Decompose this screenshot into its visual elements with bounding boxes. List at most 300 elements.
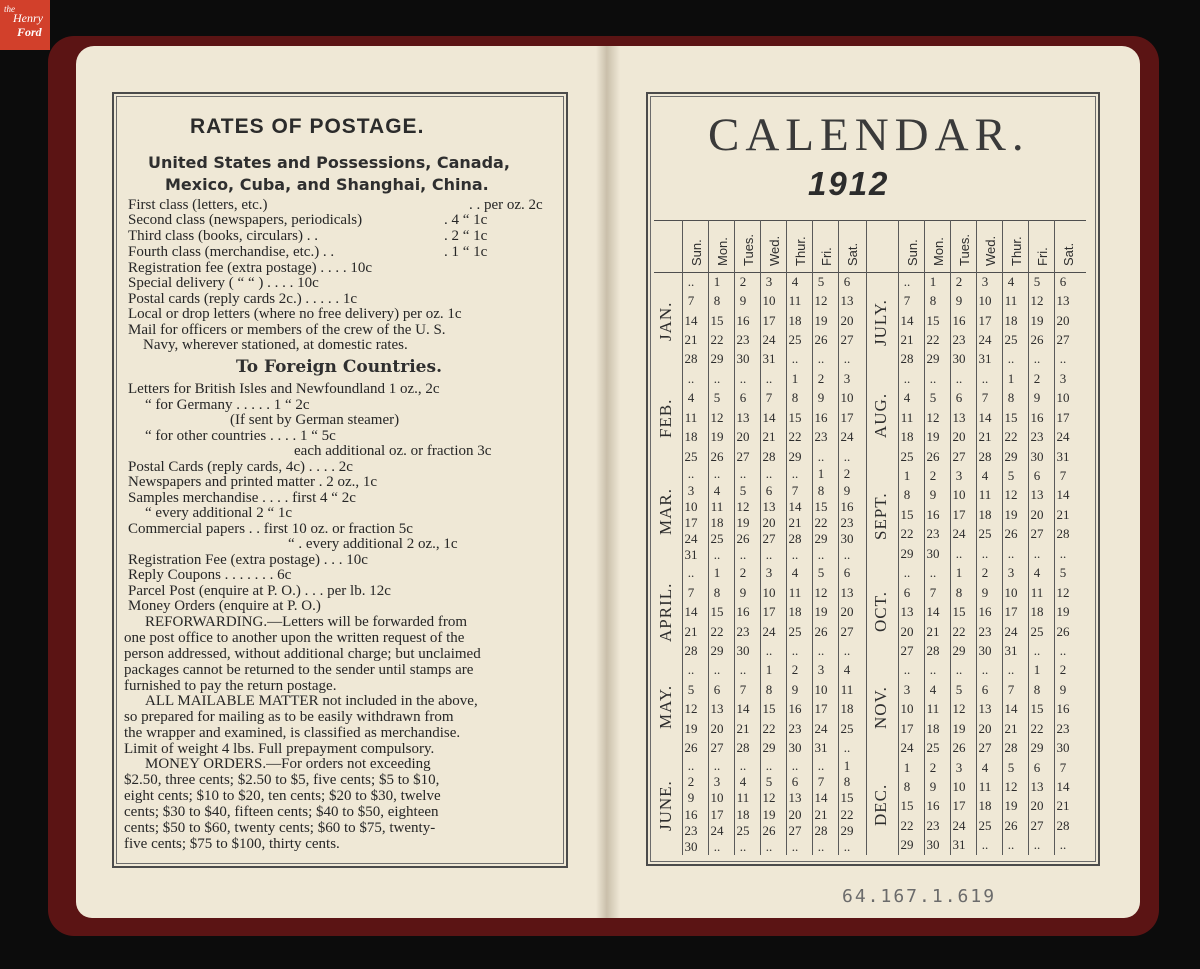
calendar-day-cell: .. — [843, 642, 851, 658]
calendar-day-cell: 29 — [926, 351, 940, 367]
calendar-day-cell: 15 — [926, 312, 940, 328]
calendar-day-cell: 27 — [762, 531, 776, 547]
calendar-day-cell: 5 — [1033, 273, 1041, 289]
calendar-day-cell: 28 — [1004, 740, 1018, 756]
calendar-day-cell: 24 — [978, 332, 992, 348]
calendar-day-cell: .. — [713, 547, 721, 563]
calendar-day-cell: 26 — [1004, 817, 1018, 833]
calendar-day-cell: 21 — [684, 332, 698, 348]
calendar-day-cell: 19 — [736, 515, 750, 530]
calendar-day-cell: 7 — [903, 293, 911, 309]
calendar-day-cell: 22 — [710, 332, 724, 348]
month-label-july: JULY. — [871, 298, 890, 346]
calendar-day-cell: 17 — [978, 312, 992, 328]
logo-text-ford: Ford — [17, 25, 42, 39]
calendar-day-cell: 15 — [900, 506, 914, 522]
calendar-day-cell: .. — [739, 838, 747, 854]
calendar-day-cell: 9 — [739, 584, 747, 600]
calendar-day-cell: 4 — [791, 273, 799, 289]
calendar-day-cell: 13 — [1056, 293, 1070, 309]
calendar-day-cell: 9 — [1059, 681, 1067, 697]
calendar-day-cell: 21 — [1056, 506, 1070, 522]
calendar-day-cell: 11 — [1004, 293, 1018, 309]
calendar-day-cell: .. — [739, 370, 747, 386]
calendar-day-cell: 29 — [1030, 740, 1044, 756]
calendar-day-cell: .. — [1059, 642, 1067, 658]
calendar-day-cell: .. — [765, 838, 773, 854]
calendar-day-cell: 27 — [952, 448, 966, 464]
calendar-day-cell: 12 — [1056, 584, 1070, 600]
calendar-day-cell: 20 — [978, 720, 992, 736]
calendar-day-cell: 3 — [687, 482, 695, 498]
calendar-day-cell: 23 — [978, 623, 992, 639]
foreign-heading: To Foreign Countries. — [236, 357, 442, 377]
calendar-day-cell: 1 — [903, 468, 911, 484]
calendar-day-cell: 8 — [713, 293, 721, 309]
day-header-right-6: Sat. — [1061, 242, 1076, 266]
calendar-day-cell: 8 — [1033, 681, 1041, 697]
calendar-day-cell: 2 — [929, 759, 937, 775]
calendar-day-cell: 23 — [840, 515, 854, 530]
postage-line-reply-coupons: Reply Coupons . . . . . . . 6c — [128, 567, 292, 583]
calendar-day-cell: 22 — [710, 623, 724, 639]
postage-line-ref-5: furnished to pay the return postage. — [124, 678, 337, 694]
postage-line-ref-3: person addressed, without additional charge; but unclaimed — [124, 646, 481, 662]
calendar-day-cell: .. — [1033, 351, 1041, 367]
calendar-day-cell: .. — [1007, 837, 1015, 853]
calendar-day-cell: 3 — [955, 759, 963, 775]
calendar-day-cell: 27 — [788, 822, 802, 838]
calendar-year: 1912 — [808, 165, 890, 202]
calendar-day-cell: 6 — [739, 390, 747, 406]
calendar-day-cell: 4 — [903, 390, 911, 406]
calendar-day-cell: 20 — [900, 623, 914, 639]
calendar-day-cell: 18 — [788, 312, 802, 328]
calendar-day-cell: 2 — [687, 774, 695, 790]
calendar-day-cell: 7 — [791, 482, 799, 498]
calendar-day-cell: 29 — [788, 448, 802, 464]
calendar-day-cell: 20 — [788, 806, 802, 822]
calendar-day-cell: 6 — [1059, 273, 1067, 289]
calendar-day-cell: 22 — [814, 515, 828, 530]
calendar-day-cell: 29 — [710, 642, 724, 658]
calendar-day-cell: 12 — [762, 790, 776, 806]
calendar-day-cell: 5 — [929, 390, 937, 406]
postage-line-ref-4: packages cannot be returned to the sender until stamps are — [124, 662, 474, 678]
calendar-day-cell: 4 — [791, 565, 799, 581]
calendar-day-cell: 22 — [900, 817, 914, 833]
domestic-heading-1: United States and Possessions, Canada, — [148, 153, 510, 172]
calendar-day-cell: .. — [739, 466, 747, 482]
calendar-day-cell: 9 — [843, 482, 851, 498]
calendar-day-cell: .. — [791, 351, 799, 367]
calendar-day-cell: 29 — [814, 531, 828, 547]
calendar-day-cell: 15 — [814, 498, 828, 514]
calendar-day-cell: 10 — [684, 498, 698, 514]
calendar-day-cell: 15 — [788, 409, 802, 425]
calendar-day-cell: 25 — [978, 817, 992, 833]
calendar-day-cell: .. — [791, 642, 799, 658]
calendar-day-cell: .. — [903, 370, 911, 386]
calendar-day-cell: 28 — [926, 642, 940, 658]
domestic-heading-2: Mexico, Cuba, and Shanghai, China. — [165, 175, 489, 194]
calendar-day-cell: 5 — [1007, 468, 1015, 484]
postage-line-special-delivery: Special delivery ( “ “ ) . . . . 10c — [128, 275, 319, 291]
calendar-day-cell: 25 — [926, 740, 940, 756]
calendar-day-cell: 22 — [840, 806, 854, 822]
calendar-day-cell: 8 — [929, 293, 937, 309]
calendar-day-cell: 16 — [684, 806, 698, 822]
calendar-day-cell: .. — [817, 547, 825, 563]
calendar-day-cell: 10 — [1056, 390, 1070, 406]
calendar-day-cell: 23 — [952, 332, 966, 348]
calendar-day-cell: 30 — [978, 642, 992, 658]
calendar-day-cell: 12 — [684, 701, 698, 717]
postage-line-mo-3: eight cents; $10 to $20, ten cents; $20 to $30, twelve — [124, 788, 441, 804]
calendar-day-cell: 14 — [1056, 778, 1070, 794]
postage-line-ref-2: one post office to another upon the written request of the — [124, 630, 465, 646]
calendar-day-cell: 24 — [710, 822, 724, 838]
calendar-day-cell: .. — [981, 837, 989, 853]
calendar-day-cell: 23 — [926, 817, 940, 833]
calendar-day-cell: 2 — [791, 662, 799, 678]
calendar-day-cell: 17 — [1056, 409, 1070, 425]
calendar-day-cell: 28 — [1056, 526, 1070, 542]
postage-line-reforwarding: REFORWARDING.—Letters will be forwarded from — [145, 614, 468, 630]
calendar-day-cell: .. — [791, 466, 799, 482]
calendar-day-cell: 10 — [952, 487, 966, 503]
calendar-day-cell: 20 — [952, 429, 966, 445]
calendar-day-cell: 7 — [739, 681, 747, 697]
calendar-day-cell: 10 — [952, 778, 966, 794]
calendar-day-cell: 9 — [929, 778, 937, 794]
calendar-day-cell: 5 — [955, 681, 963, 697]
calendar-day-cell: 11 — [978, 487, 992, 503]
day-header-left-2: Tues. — [741, 233, 756, 266]
calendar-day-cell: 14 — [814, 790, 828, 806]
calendar-day-cell: 16 — [736, 604, 750, 620]
calendar-day-cell: 11 — [1030, 584, 1044, 600]
calendar-day-cell: 9 — [929, 487, 937, 503]
calendar-day-cell: .. — [1007, 351, 1015, 367]
calendar-day-cell: 24 — [952, 526, 966, 542]
calendar-day-cell: 16 — [840, 498, 854, 514]
calendar-day-cell: 17 — [900, 720, 914, 736]
day-header-right-1: Mon. — [931, 237, 946, 266]
calendar-day-cell: 26 — [762, 822, 776, 838]
calendar-day-cell: .. — [713, 370, 721, 386]
day-header-right-4: Thur. — [1009, 236, 1024, 266]
calendar-day-cell: 3 — [765, 565, 773, 581]
calendar-day-cell: 14 — [900, 312, 914, 328]
calendar-day-cell: 3 — [1007, 565, 1015, 581]
calendar-day-cell: 25 — [684, 448, 698, 464]
calendar-day-cell: 21 — [684, 623, 698, 639]
calendar-day-cell: .. — [955, 662, 963, 678]
calendar-day-cell: 28 — [900, 351, 914, 367]
calendar-day-cell: 16 — [926, 798, 940, 814]
calendar-day-cell: 30 — [952, 351, 966, 367]
calendar-day-cell: 24 — [762, 623, 776, 639]
calendar-day-cell: 6 — [981, 681, 989, 697]
calendar-day-cell: 21 — [1004, 720, 1018, 736]
calendar-day-cell: 31 — [1056, 448, 1070, 464]
calendar-day-cell: 14 — [684, 312, 698, 328]
calendar-day-cell: 13 — [762, 498, 776, 514]
calendar-day-cell: .. — [929, 565, 937, 581]
calendar-day-cell: .. — [713, 662, 721, 678]
calendar-day-cell: .. — [713, 466, 721, 482]
calendar-day-cell: 31 — [814, 740, 828, 756]
postage-line-mo-2: $2.50, three cents; $2.50 to $5, five cents; $5 to $10, — [124, 772, 440, 788]
calendar-day-cell: 18 — [710, 515, 724, 530]
calendar-day-cell: 21 — [736, 720, 750, 736]
calendar-day-cell: 11 — [978, 778, 992, 794]
calendar-day-cell: 17 — [952, 798, 966, 814]
calendar-day-cell: .. — [955, 370, 963, 386]
calendar-day-cell: 12 — [1004, 778, 1018, 794]
calendar-day-cell: .. — [981, 662, 989, 678]
calendar-day-cell: 14 — [1056, 487, 1070, 503]
calendar-header-rule — [654, 272, 1086, 273]
calendar-day-cell: 17 — [762, 312, 776, 328]
day-header-left-0: Sun. — [689, 239, 704, 266]
calendar-day-cell: 1 — [817, 466, 825, 482]
day-header-right-3: Wed. — [983, 235, 998, 266]
calendar-day-cell: .. — [1059, 837, 1067, 853]
calendar-day-cell: .. — [687, 757, 695, 773]
calendar-day-cell: 24 — [840, 429, 854, 445]
calendar-day-cell: 23 — [1030, 429, 1044, 445]
calendar-day-cell: 10 — [840, 390, 854, 406]
calendar-day-cell: 15 — [900, 798, 914, 814]
postage-line-german-steamer: (If sent by German steamer) — [230, 412, 400, 428]
calendar-day-cell: 9 — [739, 293, 747, 309]
calendar-day-cell: 11 — [900, 409, 914, 425]
postage-line-fourth-class: Fourth class (merchandise, etc.) . . — [128, 244, 335, 260]
calendar-day-cell: 8 — [955, 584, 963, 600]
calendar-day-cell: 29 — [762, 740, 776, 756]
calendar-day-cell: 16 — [814, 409, 828, 425]
postage-line-third-class-rate: . 2 “ 1c — [444, 228, 488, 244]
calendar-day-cell: 23 — [684, 822, 698, 838]
calendar-day-cell: 16 — [788, 701, 802, 717]
postage-line-first-class: First class (letters, etc.) — [128, 197, 268, 213]
calendar-day-cell: 12 — [814, 293, 828, 309]
calendar-day-cell: 5 — [817, 565, 825, 581]
calendar-day-cell: 9 — [955, 293, 963, 309]
postage-line-parcel-post: Parcel Post (enquire at P. O.) . . . per lb. 12c — [128, 583, 391, 599]
calendar-day-cell: 31 — [952, 837, 966, 853]
calendar-day-cell: 7 — [1059, 759, 1067, 775]
calendar-day-cell: 8 — [1007, 390, 1015, 406]
calendar-day-cell: 18 — [736, 806, 750, 822]
calendar-day-cell: 5 — [687, 681, 695, 697]
calendar-day-cell: 30 — [1030, 448, 1044, 464]
calendar-day-cell: 11 — [684, 409, 698, 425]
calendar-day-cell: 23 — [736, 332, 750, 348]
calendar-day-cell: 27 — [978, 740, 992, 756]
calendar-day-cell: 18 — [900, 429, 914, 445]
calendar-day-cell: 13 — [840, 293, 854, 309]
calendar-day-cell: 28 — [788, 531, 802, 547]
calendar-day-cell: 4 — [1033, 565, 1041, 581]
calendar-day-cell: 11 — [788, 293, 802, 309]
calendar-day-cell: 27 — [1030, 817, 1044, 833]
calendar-day-cell: 3 — [981, 273, 989, 289]
calendar-day-cell: 16 — [1056, 701, 1070, 717]
calendar-day-cell: 3 — [1059, 370, 1067, 386]
calendar-day-cell: 25 — [788, 623, 802, 639]
calendar-day-cell: 6 — [791, 774, 799, 790]
postage-line-money-orders-note: MONEY ORDERS.—For orders not exceeding — [145, 756, 431, 772]
calendar-day-cell: 31 — [1004, 642, 1018, 658]
calendar-day-cell: 15 — [1004, 409, 1018, 425]
month-label-feb: FEB. — [656, 398, 675, 438]
month-label-april: APRIL. — [656, 582, 675, 643]
postage-line-third-class: Third class (books, circulars) . . — [128, 228, 318, 244]
calendar-day-cell: 25 — [900, 448, 914, 464]
calendar-day-cell: 4 — [687, 390, 695, 406]
calendar-day-cell: 25 — [788, 332, 802, 348]
postage-line-germany: “ for Germany . . . . . 1 “ 2c — [145, 397, 310, 413]
calendar-day-cell: 14 — [788, 498, 802, 514]
calendar-day-cell: 11 — [840, 681, 854, 697]
calendar-day-cell: .. — [687, 466, 695, 482]
calendar-day-cell: 19 — [1004, 798, 1018, 814]
calendar-day-cell: 8 — [713, 584, 721, 600]
calendar-day-cell: 15 — [952, 604, 966, 620]
calendar-day-cell: .. — [765, 466, 773, 482]
calendar-day-cell: 1 — [903, 759, 911, 775]
calendar-day-cell: 27 — [736, 448, 750, 464]
calendar-day-cell: .. — [843, 740, 851, 756]
calendar-day-cell: 31 — [978, 351, 992, 367]
calendar-day-cell: 22 — [900, 526, 914, 542]
calendar-day-cell: 4 — [1007, 273, 1015, 289]
calendar-day-cell: 19 — [1056, 604, 1070, 620]
calendar-day-cell: 8 — [765, 681, 773, 697]
month-label-jan: JAN. — [656, 301, 675, 341]
calendar-day-cell: 3 — [817, 662, 825, 678]
calendar-day-cell: 17 — [840, 409, 854, 425]
calendar-day-cell: 28 — [762, 448, 776, 464]
calendar-day-cell: 18 — [978, 798, 992, 814]
calendar-day-cell: 1 — [713, 565, 721, 581]
calendar-day-cell: 31 — [762, 351, 776, 367]
calendar-day-cell: 27 — [1030, 526, 1044, 542]
calendar-top-rule — [654, 220, 1086, 221]
calendar-day-cell: 17 — [762, 604, 776, 620]
postage-line-samples-additional: “ every additional 2 “ 1c — [145, 505, 293, 521]
calendar-day-cell: 15 — [762, 701, 776, 717]
day-header-right-2: Tues. — [957, 233, 972, 266]
calendar-day-cell: 4 — [739, 774, 747, 790]
calendar-day-cell: 21 — [762, 429, 776, 445]
calendar-day-cell: 22 — [926, 332, 940, 348]
calendar-day-cell: 15 — [840, 790, 854, 806]
calendar-day-cell: 2 — [739, 273, 747, 289]
calendar-day-cell: 3 — [903, 681, 911, 697]
calendar-day-cell: 8 — [903, 778, 911, 794]
calendar-day-cell: 31 — [684, 547, 698, 563]
calendar-day-cell: 8 — [817, 482, 825, 498]
calendar-day-cell: 4 — [843, 662, 851, 678]
calendar-day-cell: 1 — [713, 273, 721, 289]
calendar-day-cell: 23 — [926, 526, 940, 542]
calendar-day-cell: 5 — [739, 482, 747, 498]
calendar-day-cell: 18 — [684, 429, 698, 445]
calendar-day-cell: 20 — [1030, 798, 1044, 814]
calendar-day-cell: 2 — [929, 468, 937, 484]
day-header-right-0: Sun. — [905, 239, 920, 266]
calendar-day-cell: 6 — [955, 390, 963, 406]
calendar-day-cell: 26 — [814, 332, 828, 348]
calendar-day-cell: .. — [817, 642, 825, 658]
calendar-day-cell: 13 — [736, 409, 750, 425]
calendar-day-cell: 2 — [955, 273, 963, 289]
postage-line-mo-4: cents; $30 to $40, fifteen cents; $40 to $50, eighteen — [124, 804, 439, 820]
calendar-day-cell: 18 — [840, 701, 854, 717]
calendar-day-cell: 6 — [903, 584, 911, 600]
calendar-day-cell: 10 — [710, 790, 724, 806]
calendar-day-cell: 23 — [736, 623, 750, 639]
calendar-day-cell: 14 — [684, 604, 698, 620]
day-header-left-6: Sat. — [845, 242, 860, 266]
calendar-day-cell: 5 — [1059, 565, 1067, 581]
postage-line-second-class: Second class (newspapers, periodicals) — [128, 212, 363, 228]
postage-line-commercial: Commercial papers . . first 10 oz. or fraction 5c — [128, 521, 413, 537]
calendar-day-cell: 24 — [762, 332, 776, 348]
calendar-day-cell: 28 — [978, 448, 992, 464]
calendar-day-cell: .. — [1033, 642, 1041, 658]
calendar-day-cell: 14 — [1004, 701, 1018, 717]
calendar-day-cell: 7 — [687, 293, 695, 309]
calendar-day-cell: 19 — [952, 720, 966, 736]
calendar-day-cell: .. — [765, 757, 773, 773]
postage-line-newspapers: Newspapers and printed matter . 2 oz., 1c — [128, 474, 378, 490]
calendar-day-cell: 25 — [840, 720, 854, 736]
calendar-day-cell: 26 — [926, 448, 940, 464]
calendar-day-cell: 30 — [840, 531, 854, 547]
calendar-day-cell: 2 — [1033, 370, 1041, 386]
calendar-day-cell: .. — [1033, 545, 1041, 561]
calendar-day-cell: .. — [765, 547, 773, 563]
accession-number: 64.167.1.619 — [842, 886, 997, 907]
calendar-day-cell: 10 — [762, 293, 776, 309]
calendar-day-cell: 30 — [926, 837, 940, 853]
calendar-day-cell: 2 — [981, 565, 989, 581]
calendar-day-cell: 14 — [762, 409, 776, 425]
calendar-day-cell: .. — [791, 757, 799, 773]
calendar-day-cell: 28 — [684, 642, 698, 658]
calendar-day-cell: 16 — [736, 312, 750, 328]
month-label-sept: SEPT. — [871, 492, 890, 540]
calendar-day-cell: 19 — [762, 806, 776, 822]
calendar-day-cell: 2 — [843, 466, 851, 482]
calendar-day-cell: 2 — [817, 370, 825, 386]
calendar-day-cell: 13 — [710, 701, 724, 717]
calendar-day-cell: 12 — [952, 701, 966, 717]
calendar-day-cell: 27 — [1056, 332, 1070, 348]
calendar-day-cell: 25 — [710, 531, 724, 547]
calendar-day-cell: 26 — [814, 623, 828, 639]
calendar-day-cell: .. — [1059, 351, 1067, 367]
calendar-day-cell: 13 — [978, 701, 992, 717]
calendar-day-cell: 12 — [736, 498, 750, 514]
calendar-day-cell: 1 — [1033, 662, 1041, 678]
calendar-day-cell: 22 — [788, 429, 802, 445]
